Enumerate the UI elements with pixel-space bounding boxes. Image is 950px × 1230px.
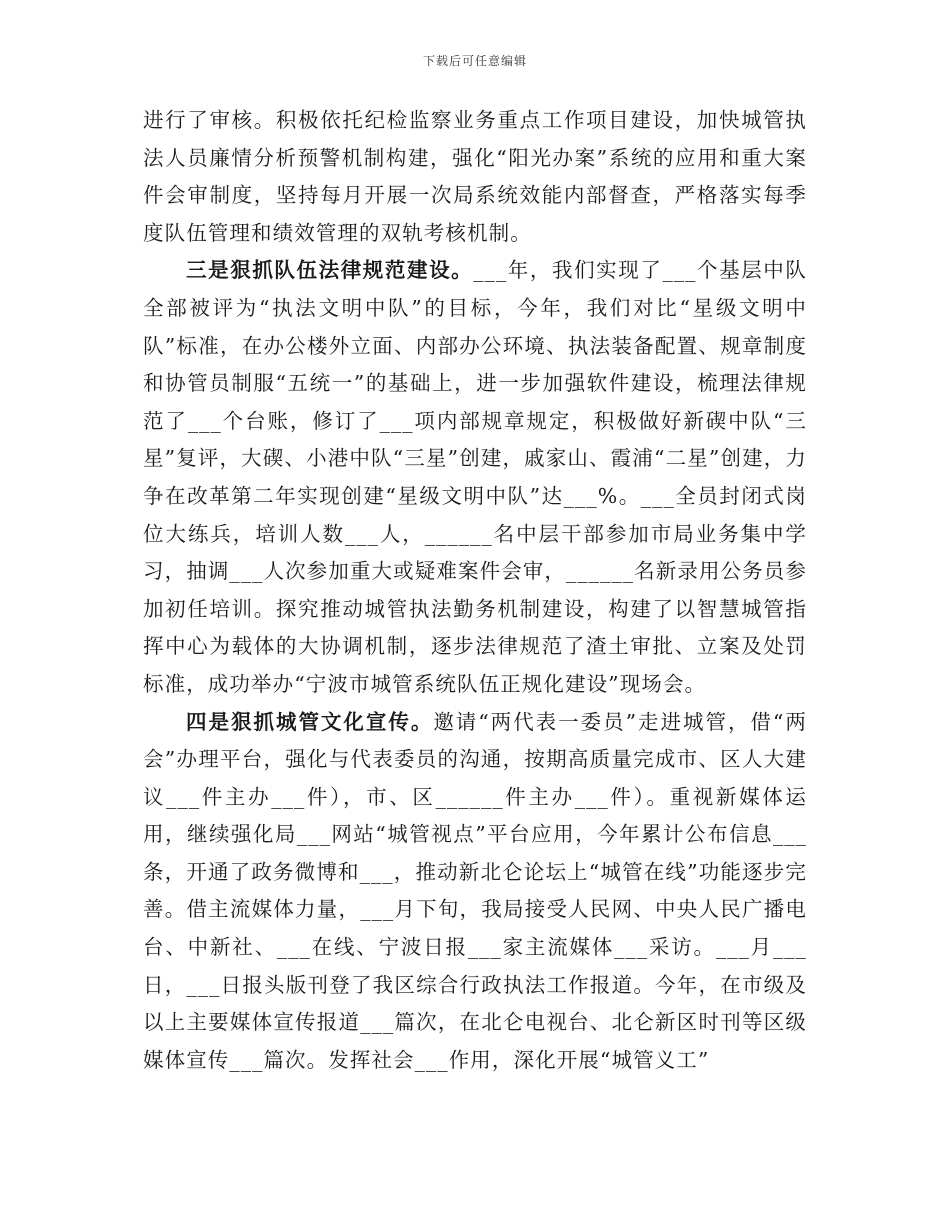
paragraph-text: 进行了审核。积极依托纪检监察业务重点工作项目建设，加快城管执法人员廉情分析预警机制构建，强化“阳光办案”系统的应用和重大案件会审制度，坚持每月开展一次局系统效能内部督查，严格落实每季度队伍管理和绩效管理的双轨考核机制。 bbox=[143, 108, 807, 245]
paragraph-text: ___年，我们实现了___个基层中队全部被评为“执法文明中队”的目标，今年，我们对比“星级文明中队”标准，在办公楼外立面、内部办公环境、执法装备配置、规章制度和协管员制服“五统一”的基础上，进一步加强软件建设，梳理法律规范了___个台账，修订了___项内部规章规定，积极做好新碶中队“三星”复评，大碶、小港中队“三星”创建，戚家山、霞浦“二星”创建，力争在改革第二年实现创建“星级文明中队”达___%。___全员封闭式岗位大练兵，培训人数___人，______名中层干部参加市局业务集中学习，抽调___人次参加重大或疑难案件会审，______名新录用公务员参加初任培训。探究推动城管执法勤务机制建设，构建了以智慧城管指挥中心为载体的大协调机制，逐步法律规范了渣土审批、立案及处罚标准，成功举办“宁波市城管系统队伍正规化建设”现场会。 bbox=[143, 258, 807, 696]
page-header-note: 下载后可任意编辑 bbox=[422, 54, 527, 68]
paragraph-team-legal-standards bbox=[143, 252, 807, 703]
paragraph-culture-publicity bbox=[143, 704, 807, 1080]
paragraph-continuation bbox=[143, 102, 807, 252]
document-body bbox=[143, 102, 807, 1079]
paragraph-heading: 四是狠抓城管文化宣传。 bbox=[186, 709, 434, 734]
paragraph-heading: 三是狠抓队伍法律规范建设。 bbox=[186, 258, 474, 283]
paragraph-text: 邀请“两代表一委员”走进城管，借“两会”办理平台，强化与代表委员的沟通，按期高质量完成市、区人大建议___件主办___件），市、区______件主办___件）。重视新媒体运用，继续强化局___网站“城管视点”平台应用，今年累计公布信息___条，开通了政务微博和___，推动新北仑论坛上“城管在线”功能逐步完善。借主流媒体力量，___月下旬，我局接受人民网、中央人民广播电台、中新社、___在线、宁波日报___家主流媒体___采访。___月___日，___日报头版刊登了我区综合行政执法工作报道。今年，在市级及以上主要媒体宣传报道___篇次，在北仑电视台、北仑新区时刊等区级媒体宣传___篇次。发挥社会___作用，深化开展“城管义工” bbox=[143, 709, 807, 1072]
